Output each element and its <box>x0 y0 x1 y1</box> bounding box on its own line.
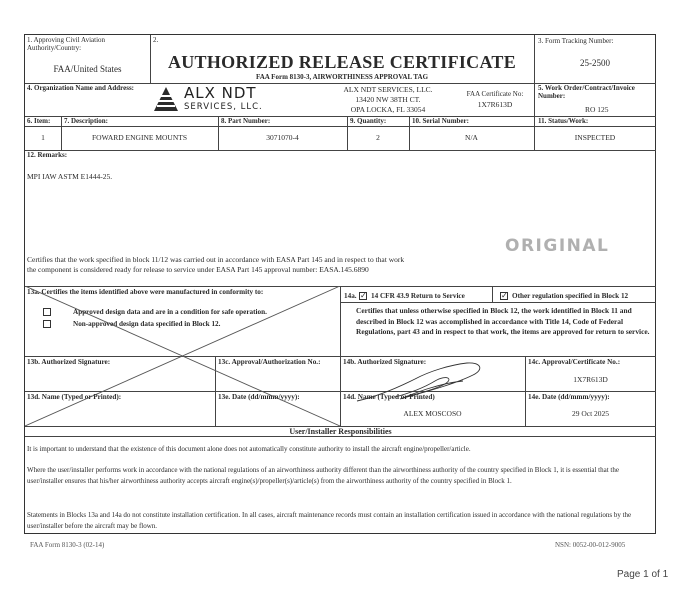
block14e-label: 14e. Date (dd/mmm/yyyy): <box>528 393 610 401</box>
part-number-header: 8. Part Number: <box>221 117 271 125</box>
block2-label: 2. <box>153 36 159 44</box>
approved-design-option: Approved design data and are in a condition for safe operation. <box>73 308 267 316</box>
form-title: AUTHORIZED RELEASE CERTIFICATE <box>167 52 517 72</box>
logo-main-text: ALX NDT <box>184 84 257 102</box>
form-identifier: FAA Form 8130-3 (02-14) <box>30 541 105 549</box>
tracking-number: 25-2500 <box>580 58 610 68</box>
item-value: 1 <box>41 133 45 142</box>
page-indicator: Page 1 of 1 <box>617 569 669 580</box>
block13d-label: 13d. Name (Typed or Printed): <box>27 393 122 401</box>
certification-line-1: Certifies that the work specified in block 11/12 was carried out in accordance with EASA Part 145 and in respect to that work <box>27 255 405 264</box>
part-number-value: 3071070-4 <box>266 133 299 142</box>
date-value: 29 Oct 2025 <box>571 409 610 418</box>
non-approved-option: Non-approved design data specified in Block 12. <box>73 320 221 328</box>
responsibility-para-3: Statements in Blocks 13a and 14a do not constitute installation certification. In all cases, aircraft maintenance records must contain an installation certification issued in accordance with the national regulations by the user/installer before the aircraft may be flown. <box>27 511 632 530</box>
certificate-form <box>24 34 656 534</box>
certification-line-2: the component is considered ready for release to service under EASA Part 145 approval number: EASA.145.6890 <box>27 265 369 274</box>
block1-value: FAA/United States <box>53 64 122 74</box>
original-stamp: ORIGINAL <box>505 236 610 256</box>
form-subtitle: FAA Form 8130-3, AIRWORTHINESS APPROVAL TAG <box>255 73 429 81</box>
company-logo <box>153 85 303 113</box>
responsibilities-title: User/Installer Responsibilities <box>289 427 392 436</box>
block5-label: 5. Work Order/Contract/Invoice Number: <box>538 84 635 100</box>
remarks-text: MPI IAW ASTM E1444-25. <box>27 172 113 181</box>
block13b-label: 13b. Authorized Signature: <box>27 358 111 366</box>
description-value: FOWARD ENGINE MOUNTS <box>92 133 187 142</box>
logo-mark-icon <box>153 86 179 112</box>
status-work-header: 11. Status/Work: <box>538 117 589 125</box>
block14-statement: Certifies that unless otherwise specified in Block 12, the work identified in Block 11 and described in Block 12 was accomplished in accordance with Title 14, Code of Federal Regulations, part 43 and in respect to that work, the items are approved for return to service. <box>356 306 650 336</box>
faa-cert-label: FAA Certificate No: <box>466 90 524 98</box>
quantity-header: 9. Quantity: <box>350 117 387 125</box>
description-header: 7. Description: <box>64 117 108 125</box>
serial-number-header: 10. Serial Number: <box>412 117 469 125</box>
work-order-value: RO 125 <box>585 105 609 114</box>
status-work-value: INSPECTED <box>574 133 616 142</box>
org-street: 13420 NW 38TH CT. <box>355 95 421 104</box>
serial-number-value: N/A <box>465 133 478 142</box>
quantity-value: 2 <box>376 133 380 142</box>
responsibility-para-1: It is important to understand that the existence of this document alone does not automatically constitute authority to install the aircraft engine/propeller/article. <box>27 445 471 453</box>
block14a-label: 14a. <box>344 292 357 300</box>
logo-sub-text: SERVICES, LLC. <box>184 102 263 112</box>
block12-label: 12. Remarks: <box>27 151 68 159</box>
block13c-label: 13c. Approval/Authorization No.: <box>218 358 321 366</box>
block13e-label: 13e. Date (dd/mmm/yyyy): <box>218 393 300 401</box>
block1-label: 1. Approving Civil Aviation Authority/Country: <box>27 36 106 52</box>
responsibility-para-2: Where the user/installer performs work in accordance with the national regulations of an airworthiness authority different than the airworthiness authority of the country specified in Block 1, it is essential that the user/installer ensures that his/her airworthiness authority accepts aircraft engine(s)/propeller(s)/article(s) from the airworthiness authority of the country specified in Block 1. <box>27 466 619 485</box>
return-to-service-checkbox[interactable] <box>359 292 367 300</box>
void-cross-mark <box>25 286 341 426</box>
other-regulation-checkbox[interactable] <box>500 292 508 300</box>
faa-cert-value: 1X7R613D <box>477 100 513 109</box>
org-name: ALX NDT SERVICES, LLC. <box>343 85 433 94</box>
handwritten-signature <box>355 357 495 407</box>
block4-label: 4. Organization Name and Address: <box>27 84 135 92</box>
block14c-label: 14c. Approval/Certificate No.: <box>528 358 621 366</box>
nsn-number: NSN: 0052-00-012-9005 <box>555 541 626 549</box>
signer-name-value: ALEX MOSCOSO <box>403 409 462 418</box>
block13a-label: 13a. Certifies the items identified above were manufactured in conformity to: <box>27 288 264 296</box>
block14b-label: 14b. Authorized Signature: <box>343 358 427 366</box>
block3-label: 3. Form Tracking Number: <box>538 37 614 45</box>
org-city: OPA LOCKA, FL 33054 <box>350 105 426 114</box>
block14d-label: 14d. Name (Typed or Printed) <box>343 393 435 401</box>
other-regulation-option: Other regulation specified in Block 12 <box>512 292 629 300</box>
cfr-option: 14 CFR 43.9 Return to Service <box>371 292 465 300</box>
approval-cert-value: 1X7R613D <box>573 375 608 384</box>
item-header: 6. Item: <box>27 117 51 125</box>
